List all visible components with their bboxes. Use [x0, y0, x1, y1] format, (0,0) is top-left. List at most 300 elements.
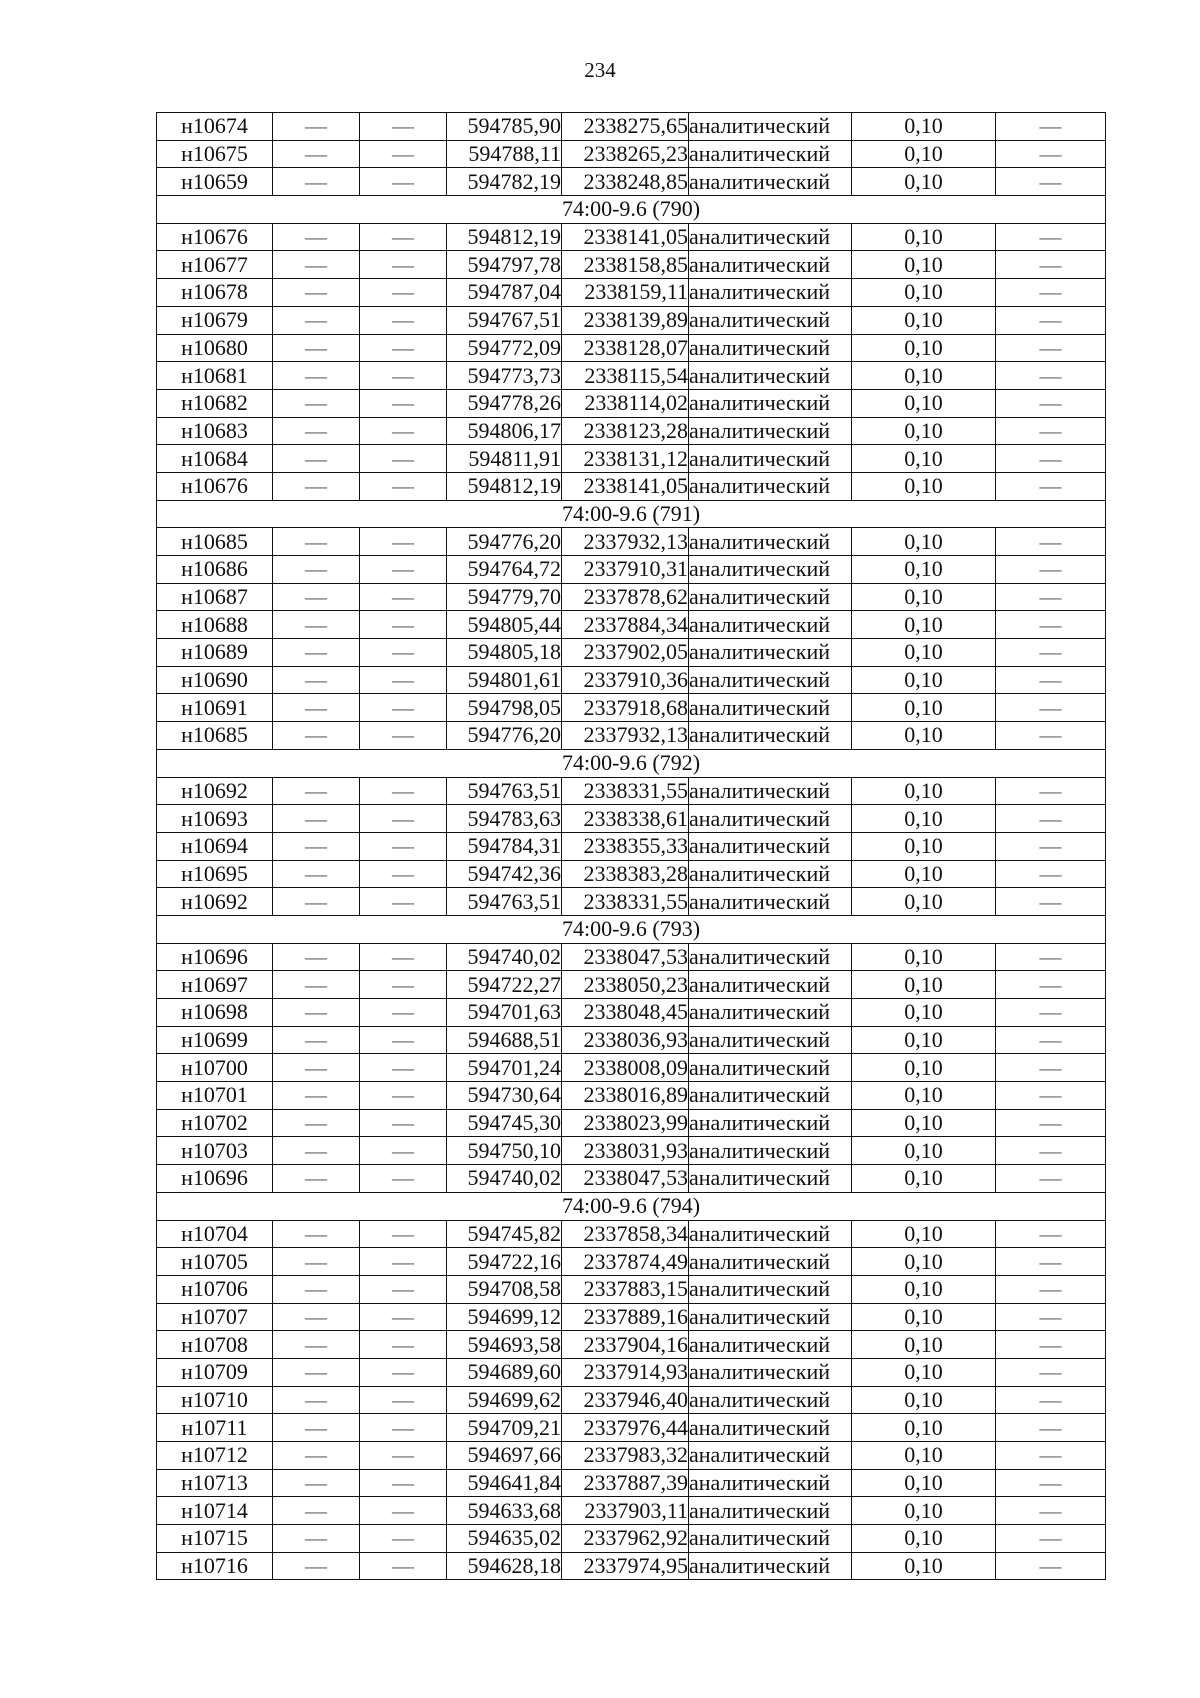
method-cell: аналитический — [689, 168, 852, 196]
description-cell: — — [996, 971, 1106, 999]
y-coordinate-cell: 2338139,89 — [562, 306, 689, 334]
old-x-cell: — — [273, 943, 360, 971]
point-name-cell: н10699 — [157, 1026, 273, 1054]
x-coordinate-cell: 594782,19 — [447, 168, 562, 196]
old-y-cell: — — [360, 168, 447, 196]
group-title: 74:00-9.6 (794) — [157, 1192, 1106, 1220]
old-x-cell: — — [273, 279, 360, 307]
x-coordinate-cell: 594805,18 — [447, 639, 562, 667]
old-y-cell: — — [360, 362, 447, 390]
y-coordinate-cell: 2338248,85 — [562, 168, 689, 196]
x-coordinate-cell: 594776,20 — [447, 528, 562, 556]
x-coordinate-cell: 594628,18 — [447, 1552, 562, 1580]
old-y-cell: — — [360, 1248, 447, 1276]
x-coordinate-cell: 594767,51 — [447, 306, 562, 334]
old-x-cell: — — [273, 832, 360, 860]
accuracy-cell: 0,10 — [852, 251, 996, 279]
method-cell: аналитический — [689, 389, 852, 417]
point-name-cell: н10680 — [157, 334, 273, 362]
point-name-cell: н10706 — [157, 1275, 273, 1303]
point-name-cell: н10659 — [157, 168, 273, 196]
old-x-cell: — — [273, 1248, 360, 1276]
method-cell: аналитический — [689, 1331, 852, 1359]
old-x-cell: — — [273, 334, 360, 362]
accuracy-cell: 0,10 — [852, 389, 996, 417]
accuracy-cell: 0,10 — [852, 832, 996, 860]
table-row — [157, 583, 1106, 611]
group-title: 74:00-9.6 (791) — [157, 500, 1106, 528]
y-coordinate-cell: 2338128,07 — [562, 334, 689, 362]
method-cell: аналитический — [689, 1497, 852, 1525]
accuracy-cell: 0,10 — [852, 1358, 996, 1386]
table-row — [157, 362, 1106, 390]
table-row — [157, 1358, 1106, 1386]
accuracy-cell: 0,10 — [852, 1414, 996, 1442]
old-x-cell: — — [273, 528, 360, 556]
group-header-row — [157, 749, 1106, 777]
table-row — [157, 140, 1106, 168]
method-cell: аналитический — [689, 1525, 852, 1553]
accuracy-cell: 0,10 — [852, 556, 996, 584]
accuracy-cell: 0,10 — [852, 639, 996, 667]
y-coordinate-cell: 2337918,68 — [562, 694, 689, 722]
point-name-cell: н10716 — [157, 1552, 273, 1580]
point-name-cell: н10709 — [157, 1358, 273, 1386]
table-row — [157, 888, 1106, 916]
description-cell: — — [996, 362, 1106, 390]
method-cell: аналитический — [689, 251, 852, 279]
old-x-cell: — — [273, 1414, 360, 1442]
method-cell: аналитический — [689, 1109, 852, 1137]
y-coordinate-cell: 2338383,28 — [562, 860, 689, 888]
point-name-cell: н10676 — [157, 223, 273, 251]
table-row — [157, 999, 1106, 1027]
x-coordinate-cell: 594688,51 — [447, 1026, 562, 1054]
y-coordinate-cell: 2338115,54 — [562, 362, 689, 390]
group-title: 74:00-9.6 (792) — [157, 749, 1106, 777]
accuracy-cell: 0,10 — [852, 1497, 996, 1525]
y-coordinate-cell: 2337946,40 — [562, 1386, 689, 1414]
method-cell: аналитический — [689, 556, 852, 584]
y-coordinate-cell: 2338114,02 — [562, 389, 689, 417]
accuracy-cell: 0,10 — [852, 1109, 996, 1137]
point-name-cell: н10696 — [157, 943, 273, 971]
old-y-cell: — — [360, 1358, 447, 1386]
old-x-cell: — — [273, 1026, 360, 1054]
x-coordinate-cell: 594633,68 — [447, 1497, 562, 1525]
coordinates-table — [156, 112, 1106, 1580]
method-cell: аналитический — [689, 140, 852, 168]
accuracy-cell: 0,10 — [852, 1082, 996, 1110]
method-cell: аналитический — [689, 694, 852, 722]
point-name-cell: н10675 — [157, 140, 273, 168]
old-x-cell: — — [273, 362, 360, 390]
old-y-cell: — — [360, 1303, 447, 1331]
point-name-cell: н10711 — [157, 1414, 273, 1442]
old-x-cell: — — [273, 1109, 360, 1137]
old-y-cell: — — [360, 1331, 447, 1359]
method-cell: аналитический — [689, 611, 852, 639]
method-cell: аналитический — [689, 417, 852, 445]
accuracy-cell: 0,10 — [852, 223, 996, 251]
accuracy-cell: 0,10 — [852, 1248, 996, 1276]
y-coordinate-cell: 2338331,55 — [562, 777, 689, 805]
page-number: 234 — [584, 58, 616, 82]
description-cell: — — [996, 140, 1106, 168]
accuracy-cell: 0,10 — [852, 1552, 996, 1580]
table-row — [157, 666, 1106, 694]
accuracy-cell: 0,10 — [852, 445, 996, 473]
table-row — [157, 1248, 1106, 1276]
y-coordinate-cell: 2338141,05 — [562, 472, 689, 500]
old-x-cell: — — [273, 1165, 360, 1193]
table-row — [157, 251, 1106, 279]
point-name-cell: н10703 — [157, 1137, 273, 1165]
old-x-cell: — — [273, 1442, 360, 1470]
method-cell: аналитический — [689, 362, 852, 390]
point-name-cell: н10690 — [157, 666, 273, 694]
method-cell: аналитический — [689, 1275, 852, 1303]
table-row — [157, 639, 1106, 667]
table-row — [157, 417, 1106, 445]
x-coordinate-cell: 594745,82 — [447, 1220, 562, 1248]
x-coordinate-cell: 594812,19 — [447, 472, 562, 500]
y-coordinate-cell: 2337932,13 — [562, 722, 689, 750]
old-y-cell: — — [360, 528, 447, 556]
old-y-cell: — — [360, 1220, 447, 1248]
description-cell: — — [996, 1469, 1106, 1497]
old-x-cell: — — [273, 639, 360, 667]
old-y-cell: — — [360, 223, 447, 251]
old-y-cell: — — [360, 943, 447, 971]
method-cell: аналитический — [689, 1054, 852, 1082]
old-y-cell: — — [360, 1137, 447, 1165]
point-name-cell: н10694 — [157, 832, 273, 860]
x-coordinate-cell: 594693,58 — [447, 1331, 562, 1359]
old-x-cell: — — [273, 722, 360, 750]
y-coordinate-cell: 2337883,15 — [562, 1275, 689, 1303]
old-x-cell: — — [273, 860, 360, 888]
y-coordinate-cell: 2337910,31 — [562, 556, 689, 584]
y-coordinate-cell: 2338355,33 — [562, 832, 689, 860]
old-x-cell: — — [273, 1552, 360, 1580]
old-x-cell: — — [273, 113, 360, 141]
accuracy-cell: 0,10 — [852, 943, 996, 971]
point-name-cell: н10691 — [157, 694, 273, 722]
description-cell: — — [996, 1331, 1106, 1359]
old-x-cell: — — [273, 1137, 360, 1165]
method-cell: аналитический — [689, 1082, 852, 1110]
y-coordinate-cell: 2338047,53 — [562, 943, 689, 971]
point-name-cell: н10689 — [157, 639, 273, 667]
x-coordinate-cell: 594806,17 — [447, 417, 562, 445]
description-cell: — — [996, 445, 1106, 473]
y-coordinate-cell: 2337878,62 — [562, 583, 689, 611]
description-cell: — — [996, 306, 1106, 334]
old-x-cell: — — [273, 472, 360, 500]
description-cell: — — [996, 1137, 1106, 1165]
old-y-cell: — — [360, 279, 447, 307]
description-cell: — — [996, 113, 1106, 141]
old-y-cell: — — [360, 1082, 447, 1110]
point-name-cell: н10715 — [157, 1525, 273, 1553]
table-row — [157, 528, 1106, 556]
table-row — [157, 445, 1106, 473]
method-cell: аналитический — [689, 1442, 852, 1470]
y-coordinate-cell: 2338023,99 — [562, 1109, 689, 1137]
accuracy-cell: 0,10 — [852, 1165, 996, 1193]
x-coordinate-cell: 594776,20 — [447, 722, 562, 750]
x-coordinate-cell: 594750,10 — [447, 1137, 562, 1165]
old-y-cell: — — [360, 860, 447, 888]
accuracy-cell: 0,10 — [852, 694, 996, 722]
old-y-cell: — — [360, 1275, 447, 1303]
point-name-cell: н10705 — [157, 1248, 273, 1276]
point-name-cell: н10702 — [157, 1109, 273, 1137]
table-row — [157, 1109, 1106, 1137]
old-y-cell: — — [360, 722, 447, 750]
table-row — [157, 1082, 1106, 1110]
x-coordinate-cell: 594764,72 — [447, 556, 562, 584]
accuracy-cell: 0,10 — [852, 417, 996, 445]
old-y-cell: — — [360, 694, 447, 722]
old-y-cell: — — [360, 306, 447, 334]
y-coordinate-cell: 2338275,65 — [562, 113, 689, 141]
x-coordinate-cell: 594772,09 — [447, 334, 562, 362]
description-cell: — — [996, 1303, 1106, 1331]
point-name-cell: н10708 — [157, 1331, 273, 1359]
old-y-cell: — — [360, 1026, 447, 1054]
description-cell: — — [996, 556, 1106, 584]
point-name-cell: н10712 — [157, 1442, 273, 1470]
accuracy-cell: 0,10 — [852, 611, 996, 639]
table-row — [157, 1220, 1106, 1248]
method-cell: аналитический — [689, 445, 852, 473]
y-coordinate-cell: 2338141,05 — [562, 223, 689, 251]
description-cell: — — [996, 334, 1106, 362]
method-cell: аналитический — [689, 1469, 852, 1497]
description-cell: — — [996, 1082, 1106, 1110]
y-coordinate-cell: 2338050,23 — [562, 971, 689, 999]
x-coordinate-cell: 594811,91 — [447, 445, 562, 473]
x-coordinate-cell: 594784,31 — [447, 832, 562, 860]
old-y-cell: — — [360, 583, 447, 611]
table-row — [157, 805, 1106, 833]
point-name-cell: н10707 — [157, 1303, 273, 1331]
old-y-cell: — — [360, 777, 447, 805]
table-row — [157, 223, 1106, 251]
old-y-cell: — — [360, 1497, 447, 1525]
table-row — [157, 1442, 1106, 1470]
table-row — [157, 1552, 1106, 1580]
point-name-cell: н10688 — [157, 611, 273, 639]
description-cell: — — [996, 168, 1106, 196]
description-cell: — — [996, 279, 1106, 307]
old-x-cell: — — [273, 223, 360, 251]
method-cell: аналитический — [689, 666, 852, 694]
old-y-cell: — — [360, 1414, 447, 1442]
old-y-cell: — — [360, 1442, 447, 1470]
method-cell: аналитический — [689, 639, 852, 667]
method-cell: аналитический — [689, 1220, 852, 1248]
description-cell: — — [996, 1414, 1106, 1442]
x-coordinate-cell: 594783,63 — [447, 805, 562, 833]
old-x-cell: — — [273, 140, 360, 168]
accuracy-cell: 0,10 — [852, 279, 996, 307]
accuracy-cell: 0,10 — [852, 805, 996, 833]
point-name-cell: н10713 — [157, 1469, 273, 1497]
description-cell: — — [996, 583, 1106, 611]
old-x-cell: — — [273, 1054, 360, 1082]
y-coordinate-cell: 2338159,11 — [562, 279, 689, 307]
y-coordinate-cell: 2337884,34 — [562, 611, 689, 639]
table-row — [157, 306, 1106, 334]
y-coordinate-cell: 2338158,85 — [562, 251, 689, 279]
accuracy-cell: 0,10 — [852, 1054, 996, 1082]
method-cell: аналитический — [689, 777, 852, 805]
point-name-cell: н10696 — [157, 1165, 273, 1193]
group-header-row — [157, 500, 1106, 528]
x-coordinate-cell: 594812,19 — [447, 223, 562, 251]
old-x-cell: — — [273, 1386, 360, 1414]
accuracy-cell: 0,10 — [852, 777, 996, 805]
accuracy-cell: 0,10 — [852, 1026, 996, 1054]
old-x-cell: — — [273, 1220, 360, 1248]
x-coordinate-cell: 594773,73 — [447, 362, 562, 390]
x-coordinate-cell: 594742,36 — [447, 860, 562, 888]
point-name-cell: н10687 — [157, 583, 273, 611]
method-cell: аналитический — [689, 971, 852, 999]
y-coordinate-cell: 2337858,34 — [562, 1220, 689, 1248]
method-cell: аналитический — [689, 306, 852, 334]
method-cell: аналитический — [689, 1386, 852, 1414]
old-x-cell: — — [273, 556, 360, 584]
accuracy-cell: 0,10 — [852, 140, 996, 168]
accuracy-cell: 0,10 — [852, 1275, 996, 1303]
old-x-cell: — — [273, 168, 360, 196]
old-x-cell: — — [273, 1082, 360, 1110]
point-name-cell: н10674 — [157, 113, 273, 141]
method-cell: аналитический — [689, 1358, 852, 1386]
table-row — [157, 1497, 1106, 1525]
table-row — [157, 1275, 1106, 1303]
y-coordinate-cell: 2337889,16 — [562, 1303, 689, 1331]
point-name-cell: н10695 — [157, 860, 273, 888]
description-cell: — — [996, 1248, 1106, 1276]
accuracy-cell: 0,10 — [852, 666, 996, 694]
old-x-cell: — — [273, 888, 360, 916]
description-cell: — — [996, 389, 1106, 417]
description-cell: — — [996, 1220, 1106, 1248]
description-cell: — — [996, 999, 1106, 1027]
method-cell: аналитический — [689, 1414, 852, 1442]
method-cell: аналитический — [689, 1303, 852, 1331]
x-coordinate-cell: 594722,16 — [447, 1248, 562, 1276]
point-name-cell: н10677 — [157, 251, 273, 279]
description-cell: — — [996, 666, 1106, 694]
point-name-cell: н10701 — [157, 1082, 273, 1110]
old-y-cell: — — [360, 1386, 447, 1414]
table-row — [157, 1165, 1106, 1193]
old-y-cell: — — [360, 334, 447, 362]
old-x-cell: — — [273, 1275, 360, 1303]
accuracy-cell: 0,10 — [852, 334, 996, 362]
method-cell: аналитический — [689, 113, 852, 141]
description-cell: — — [996, 251, 1106, 279]
method-cell: аналитический — [689, 472, 852, 500]
method-cell: аналитический — [689, 279, 852, 307]
old-x-cell: — — [273, 1331, 360, 1359]
description-cell: — — [996, 832, 1106, 860]
y-coordinate-cell: 2338036,93 — [562, 1026, 689, 1054]
table-row — [157, 860, 1106, 888]
x-coordinate-cell: 594798,05 — [447, 694, 562, 722]
method-cell: аналитический — [689, 999, 852, 1027]
table-row — [157, 1054, 1106, 1082]
point-name-cell: н10698 — [157, 999, 273, 1027]
table-row — [157, 722, 1106, 750]
table-row — [157, 1414, 1106, 1442]
point-name-cell: н10686 — [157, 556, 273, 584]
table-row — [157, 1026, 1106, 1054]
method-cell: аналитический — [689, 832, 852, 860]
x-coordinate-cell: 594699,12 — [447, 1303, 562, 1331]
point-name-cell: н10692 — [157, 777, 273, 805]
x-coordinate-cell: 594701,24 — [447, 1054, 562, 1082]
old-y-cell: — — [360, 805, 447, 833]
old-y-cell: — — [360, 417, 447, 445]
old-y-cell: — — [360, 1469, 447, 1497]
method-cell: аналитический — [689, 888, 852, 916]
x-coordinate-cell: 594785,90 — [447, 113, 562, 141]
old-x-cell: — — [273, 417, 360, 445]
accuracy-cell: 0,10 — [852, 113, 996, 141]
y-coordinate-cell: 2338031,93 — [562, 1137, 689, 1165]
accuracy-cell: 0,10 — [852, 1303, 996, 1331]
old-y-cell: — — [360, 1054, 447, 1082]
old-x-cell: — — [273, 777, 360, 805]
accuracy-cell: 0,10 — [852, 528, 996, 556]
description-cell: — — [996, 722, 1106, 750]
x-coordinate-cell: 594701,63 — [447, 999, 562, 1027]
description-cell: — — [996, 1275, 1106, 1303]
old-x-cell: — — [273, 445, 360, 473]
point-name-cell: н10681 — [157, 362, 273, 390]
y-coordinate-cell: 2337983,32 — [562, 1442, 689, 1470]
old-x-cell: — — [273, 1525, 360, 1553]
table-row — [157, 694, 1106, 722]
old-x-cell: — — [273, 583, 360, 611]
description-cell: — — [996, 1497, 1106, 1525]
table-row — [157, 611, 1106, 639]
description-cell: — — [996, 888, 1106, 916]
old-y-cell: — — [360, 389, 447, 417]
description-cell: — — [996, 1552, 1106, 1580]
x-coordinate-cell: 594805,44 — [447, 611, 562, 639]
description-cell: — — [996, 1054, 1106, 1082]
y-coordinate-cell: 2338048,45 — [562, 999, 689, 1027]
x-coordinate-cell: 594779,70 — [447, 583, 562, 611]
point-name-cell: н10676 — [157, 472, 273, 500]
accuracy-cell: 0,10 — [852, 1331, 996, 1359]
old-y-cell: — — [360, 113, 447, 141]
x-coordinate-cell: 594763,51 — [447, 777, 562, 805]
coordinates-table-body — [157, 113, 1106, 1580]
point-name-cell: н10697 — [157, 971, 273, 999]
method-cell: аналитический — [689, 223, 852, 251]
x-coordinate-cell: 594641,84 — [447, 1469, 562, 1497]
group-header-row — [157, 915, 1106, 943]
